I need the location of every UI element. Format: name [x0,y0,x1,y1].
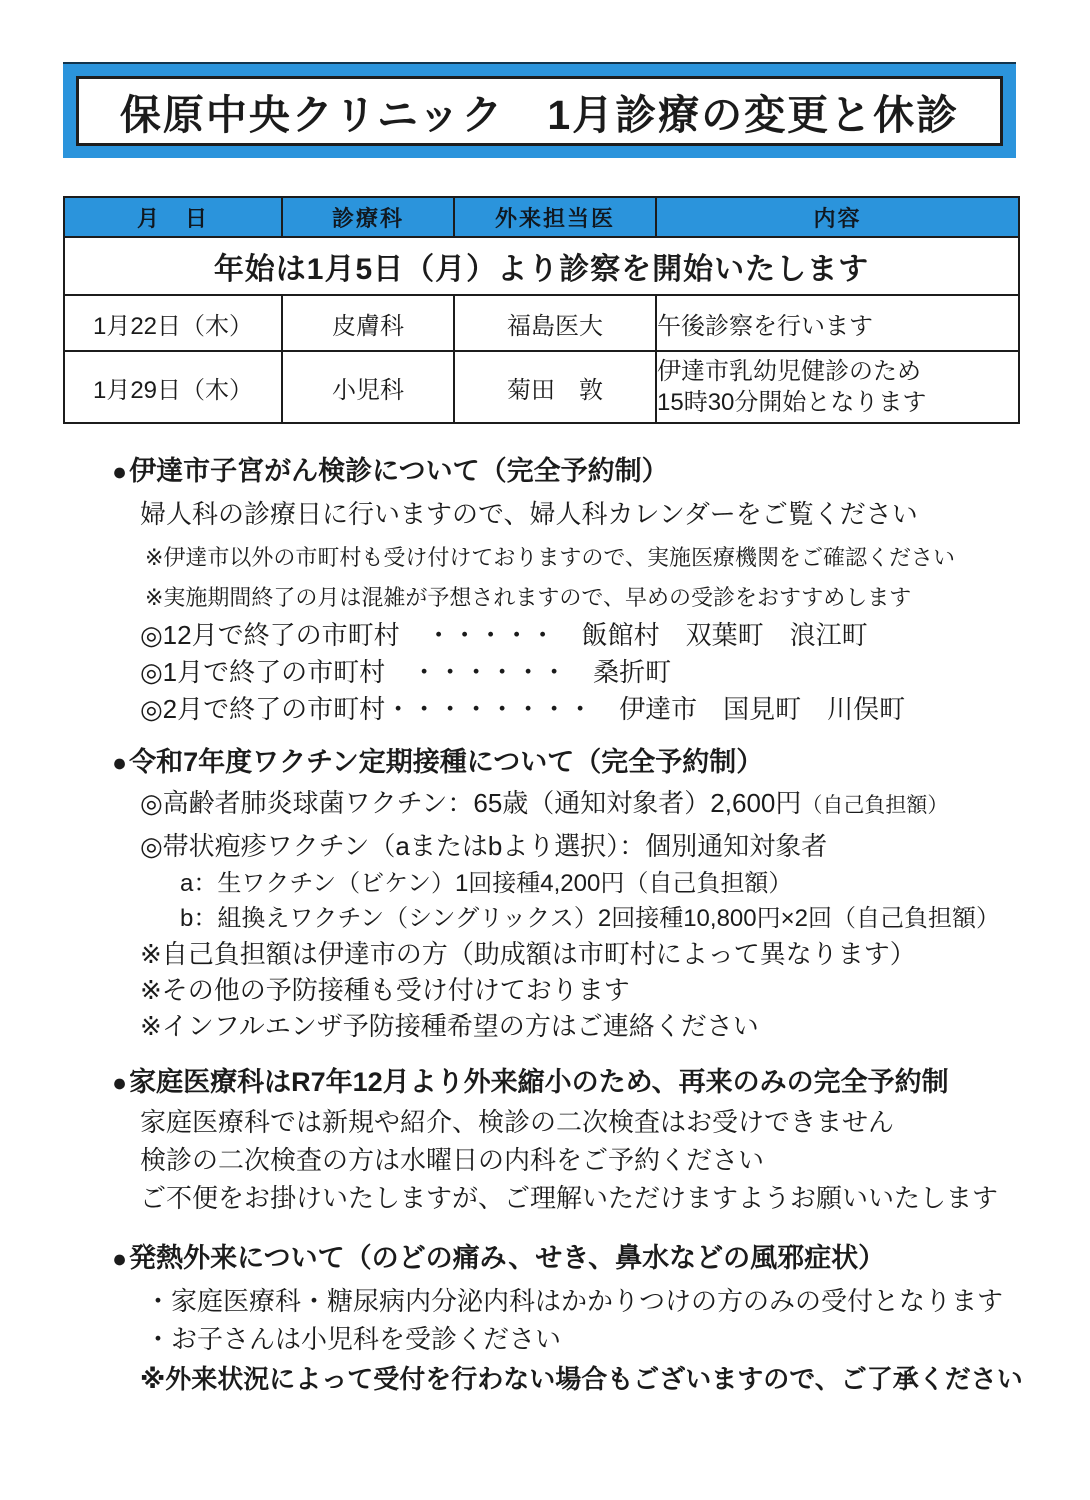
note-line: ※実施期間終了の月は混雑が予想されますので、早めの受診をおすすめします [145,585,912,610]
body-line: ご不便をお掛けいたしますが、ご理解いただけますようお願いいたします [140,1183,999,1213]
section-family-medicine [112,1062,1042,1217]
section-vaccination [112,742,1042,1044]
notice-row [64,237,1019,295]
list-item: ◎1月で終了の市町村 ・・・・・・ 桑折町 [140,657,672,687]
body-line: 家庭医療科では新規や紹介、検診の二次検査はお受けできません [140,1107,895,1137]
page-title: 保原中央クリニック 1月診療の変更と休診 [76,76,1003,146]
vaccine-item1-text: ◎高齢者肺炎球菌ワクチン：65歳（通知対象者）2,600円 [140,788,802,818]
row2-date: 1月29日（木） [64,351,282,423]
column-header-date: 月 日 [64,197,282,237]
list-item: ◎12月で終了の市町村 ・・・・・ 飯館村 双葉町 浪江町 [140,620,868,650]
row1-department: 皮膚科 [282,295,454,351]
section-heading [112,1062,1042,1103]
note-line: ※自己負担額は伊達市の方（助成額は市町村によって異なります） [140,939,916,969]
column-header-doctor: 外来担当医 [454,197,656,237]
section-heading-text: 伊達市子宮がん検診について（完全予約制） [129,456,669,486]
title-banner [63,62,1016,158]
row2-doctor: 菊田 敦 [454,351,656,423]
note-line: ※伊達市以外の市町村も受け付けておりますので、実施医療機関をご確認ください [145,545,955,570]
section-heading [112,1236,1042,1282]
list-item: ◎帯状疱疹ワクチン（aまたはbより選択）：個別通知対象者 [140,831,828,861]
body-line: 婦人科の診療日に行いますので、婦人科カレンダーをご覧ください [140,499,918,529]
table-row [64,351,1019,423]
bullet-icon: ● [112,749,128,777]
row2-content-line2: 15時30分開始となります [657,389,927,416]
section-heading-text: 令和7年度ワクチン定期接種について（完全予約制） [129,747,764,777]
section-fever-outpatient [112,1236,1042,1400]
body-line: ・お子さんは小児科を受診ください [145,1324,562,1354]
bullet-icon: ● [112,1069,128,1097]
table-header-row [64,197,1019,237]
row2-content [656,351,1019,423]
row1-date: 1月22日（木） [64,295,282,351]
vaccine-item1-note: （自己負担額） [801,794,949,817]
schedule-table [63,196,1020,424]
section-heading [112,742,1042,783]
section-heading [112,452,1042,491]
sub-item-a: a：生ワクチン（ビケン）1回接種4,200円（自己負担額） [180,870,793,897]
sub-item-b: b：組換えワクチン（シングリックス）2回接種10,800円×2回（自己負担額） [180,905,1000,932]
column-header-content: 内容 [656,197,1019,237]
row1-doctor: 福島医大 [454,295,656,351]
column-header-department: 診療科 [282,197,454,237]
section-heading-text: 発熱外来について（のどの痛み、せき、鼻水などの風邪症状） [129,1243,886,1273]
body-line: ・家庭医療科・糖尿病内分泌内科はかかりつけの方のみの受付となります [145,1286,1004,1316]
section-heading-text: 家庭医療科はR7年12月より外来縮小のため、再来のみの完全予約制 [129,1067,949,1097]
note-line: ※その他の予防接種も受け付けております [140,975,630,1005]
section-cancer-screening [112,452,1042,728]
row2-department: 小児科 [282,351,454,423]
row1-content: 午後診察を行います [656,295,1019,351]
bullet-icon: ● [112,458,128,486]
table-row [64,295,1019,351]
row2-content-line1: 伊達市乳幼児健診のため [657,358,921,385]
list-item [140,783,1042,826]
body-line: 検診の二次検査の方は水曜日の内科をご予約ください [140,1145,765,1175]
list-item: ◎2月で終了の市町村・・・・・・・・ 伊達市 国見町 川俣町 [140,694,906,724]
new-year-notice: 年始は1月5日（月）より診察を開始いたします [64,237,1019,295]
note-line: ※外来状況によって受付を行わない場合もございますので、ご了承ください [140,1364,1023,1394]
bullet-icon: ● [112,1245,128,1273]
note-line: ※インフルエンザ予防接種希望の方はご連絡ください [140,1011,759,1041]
